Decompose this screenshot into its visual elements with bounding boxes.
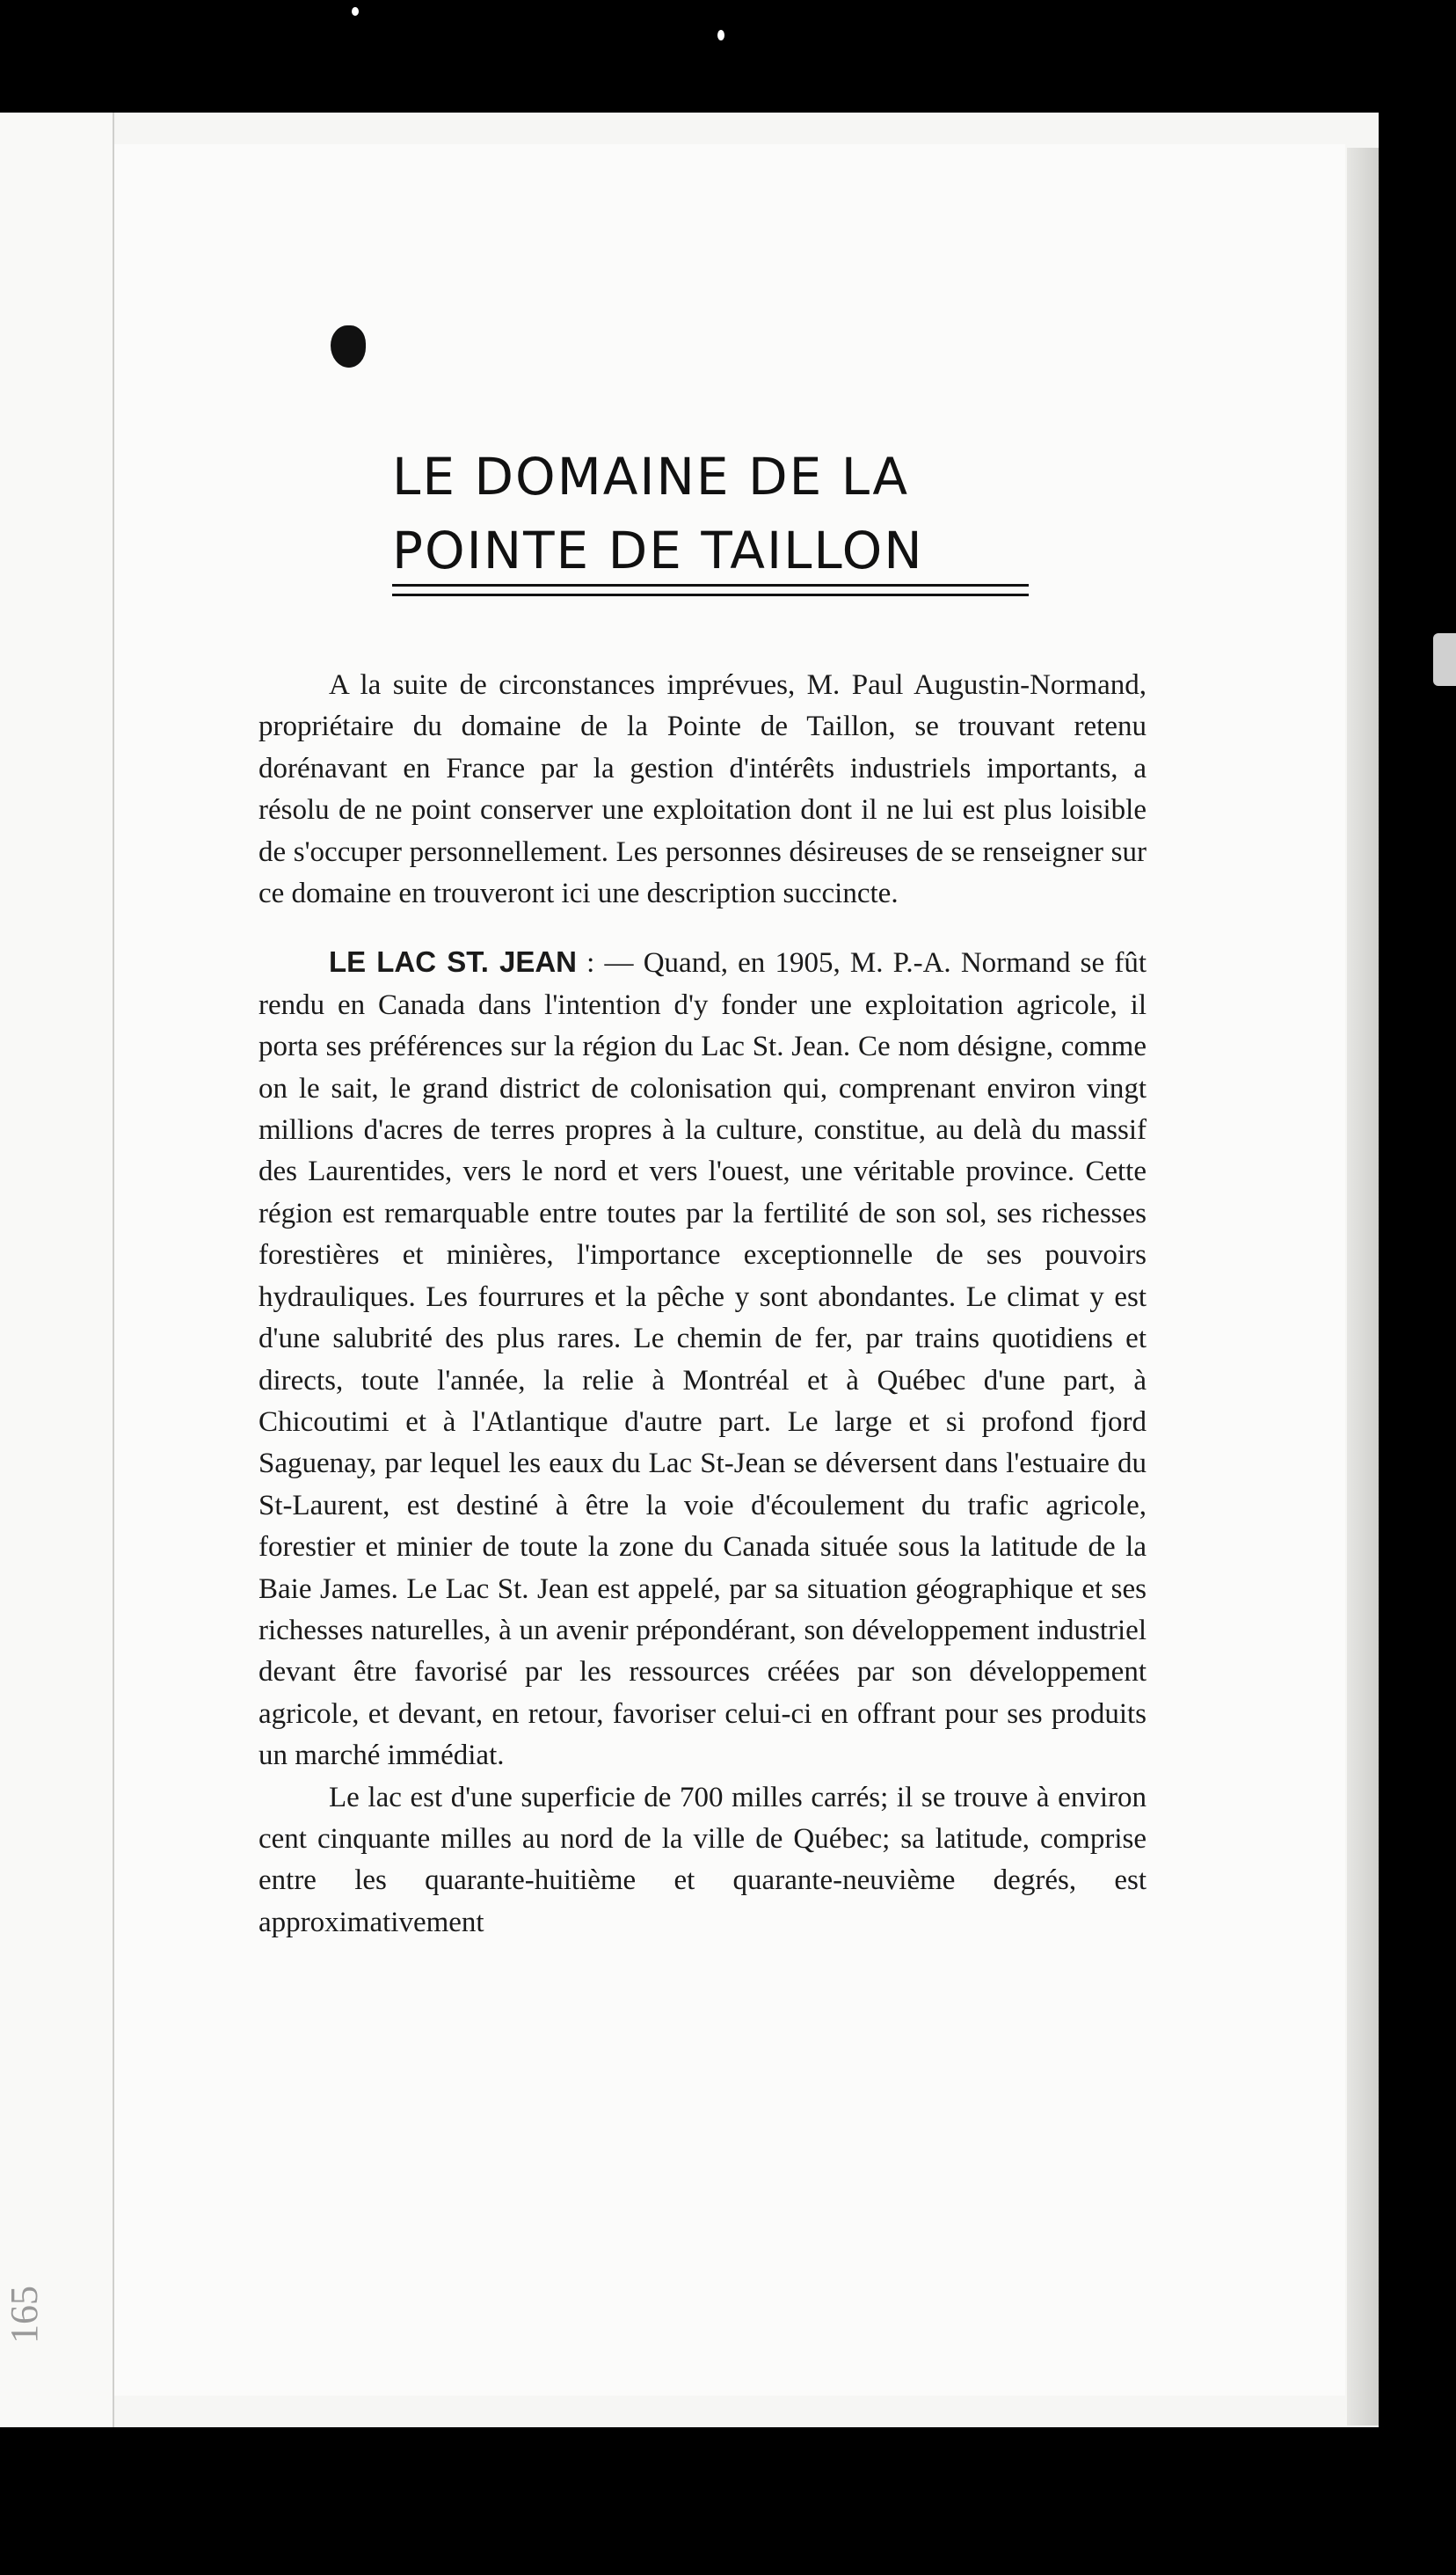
facing-page-edge <box>0 113 114 2427</box>
paragraph-lac-st-jean <box>258 941 1147 1776</box>
paragraph-lake-description: Le lac est d'une superficie de 700 milles carrés; il se trouve à environ cent cinquante milles au nord de la ville de Québec; sa latitude, comprise entre les quarante-huitième et quarante-neuvième degrés, est approximativement <box>258 1781 1147 1938</box>
title-line-1: LE DOMAINE DE LA <box>392 447 910 507</box>
scan-speck <box>717 30 724 40</box>
ink-spot <box>331 325 366 368</box>
title-line-2: POINTE DE TAILLON <box>392 521 924 580</box>
page-edge-shadow <box>1347 148 1379 2425</box>
paragraph-lac-st-jean-text: : — Quand, en 1905, M. P.-A. Normand se fût rendu en Canada dans l'intention d'y fonder une exploitation agricole, il porta ses préférences sur la région du Lac St. Jean. Ce nom désigne, comme on le sait, le grand district de colonisation qui, comprenant environ vingt millions d'acres de terres propres à la culture, constitue, au delà du massif des Laurentides, vers le nord et vers l'ouest, une véritable province. Cette région est remarquable entre toutes par la fertilité de son sol, ses richesses forestières et minières, l'importance exceptionnelle de ses pouvoirs hydrauliques. Les fourrures et la pêche y sont abondantes. Le climat y est d'une salubrité des plus rares. Le chemin de fer, par trains quotidiens et directs, toute l'année, la relie à Montréal et à Québec d'une part, à Chicoutimi et à l'Atlantique d'autre part. Le large et si profond fjord Saguenay, par lequel les eaux du Lac St-Jean se déversent dans l'estuaire du St-Laurent, est destiné à être la voie d'écoulement du trafic agricole, forestier et minier de toute la zone du Canada située sous la latitude de la Baie James. Le Lac St. Jean est appelé, par sa situation géographique et ses richesses naturelles, à un avenir prépondérant, son développement industriel devant être favorisé par les ressources créées par son développement agricole, et devant, en retour, favoriser celui-ci en offrant pour ses produits un marché immédiat. <box>258 947 1147 1772</box>
page-title <box>392 440 1043 587</box>
margin-page-number: 165 <box>3 2286 46 2344</box>
scan-speck <box>352 7 359 16</box>
section-heading: LE LAC ST. JEAN <box>329 945 577 979</box>
paragraph-intro: A la suite de circonstances imprévues, M. Paul Augustin-Normand, propriétaire du domaine de la Pointe de Taillon, se trouvant retenu dorénavant en France par la gestion d'intérêts industriels importants, a résolu de ne point conserver une exploitation dont il ne lui est plus loisible de s'occuper personnellement. Les personnes désireuses de se renseigner sur ce domaine en trouveront ici une description succincte. <box>258 669 1147 910</box>
title-double-rule <box>392 584 1029 596</box>
binding-tab <box>1433 633 1456 686</box>
article-body <box>258 665 1147 1944</box>
